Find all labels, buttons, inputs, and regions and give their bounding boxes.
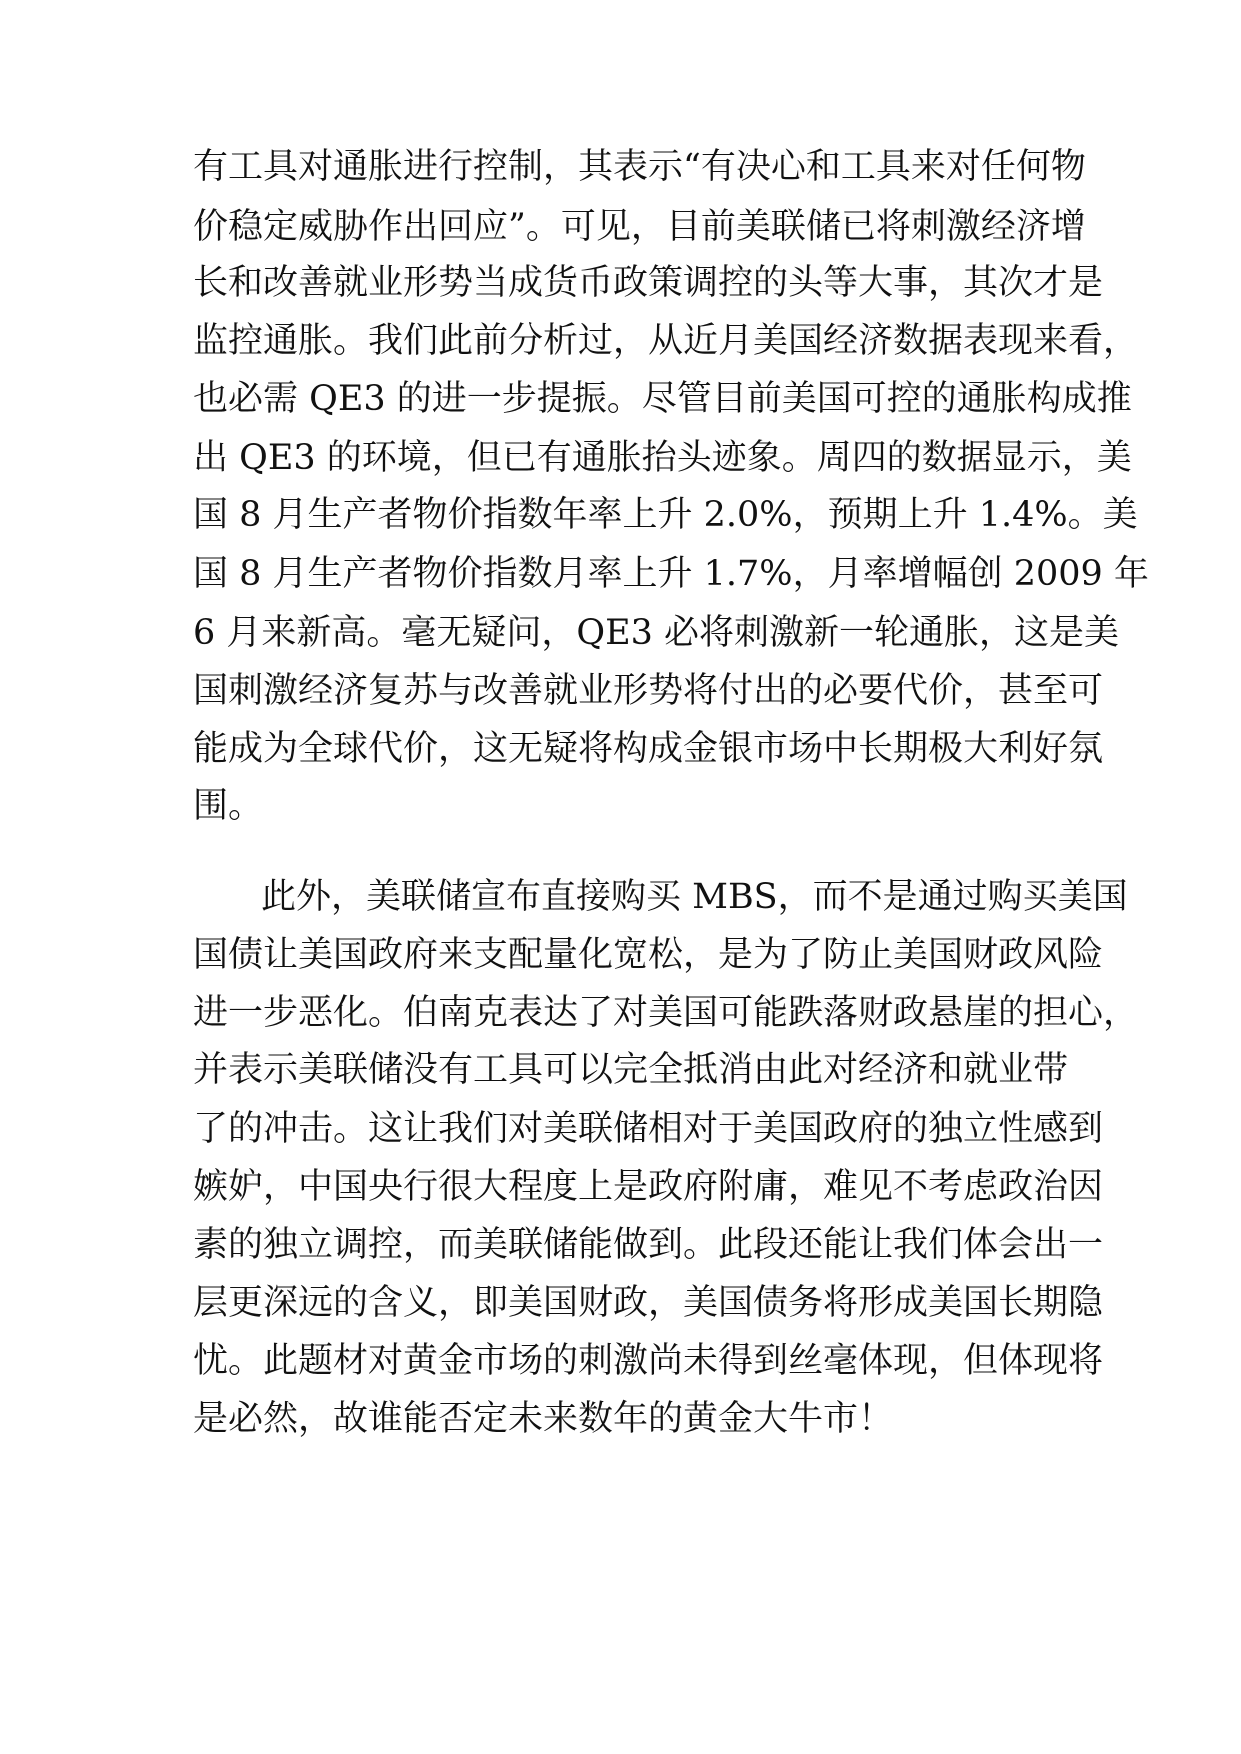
paragraph-line: 价稳定威胁作出回应”。可见，目前美联储已将刺激经济增	[193, 207, 1086, 247]
paragraph-line: 长和改善就业形势当成货币政策调控的头等大事，其次才是	[193, 263, 1104, 303]
paragraph-line: 素的独立调控，而美联储能做到。此段还能让我们体会出一	[193, 1225, 1104, 1265]
paragraph-line: 监控通胀。我们此前分析过，从近月美国经济数据表现来看，	[193, 321, 1139, 361]
paragraph-line: 了的冲击。这让我们对美联储相对于美国政府的独立性感到	[193, 1109, 1104, 1149]
paragraph-line: 国债让美国政府来支配量化宽松，是为了防止美国财政风险	[193, 935, 1104, 975]
paragraph-line: 嫉妒，中国央行很大程度上是政府附庸，难见不考虑政治因	[193, 1167, 1104, 1207]
paragraph-line: 层更深远的含义，即美国财政，美国债务将形成美国长期隐	[193, 1283, 1104, 1323]
paragraph-line: 此外，美联储宣布直接购买 MBS，而不是通过购买美国	[261, 877, 1128, 917]
paragraph-line: 国 8 月生产者物价指数月率上升 1.7%，月率增幅创 2009 年	[193, 554, 1149, 594]
paragraph-line: 国刺激经济复苏与改善就业形势将付出的必要代价，甚至可	[193, 671, 1104, 711]
paragraph-line: 围。	[193, 786, 264, 826]
paragraph-line: 是必然，故谁能否定未来数年的黄金大牛市！	[193, 1399, 894, 1439]
paragraph-line: 忧。此题材对黄金市场的刺激尚未得到丝毫体现，但体现将	[193, 1341, 1104, 1381]
paragraph-line: 并表示美联储没有工具可以完全抵消由此对经济和就业带	[193, 1050, 1069, 1090]
paragraph-line: 进一步恶化。伯南克表达了对美国可能跌落财政悬崖的担心，	[193, 993, 1139, 1033]
paragraph-line: 出 QE3 的环境，但已有通胀抬头迹象。周四的数据显示，美	[193, 438, 1132, 478]
paragraph-line: 6 月来新高。毫无疑问，QE3 必将刺激新一轮通胀，这是美	[193, 613, 1120, 653]
paragraph-line: 能成为全球代价，这无疑将构成金银市场中长期极大利好氛	[193, 729, 1104, 769]
paragraph-line: 也必需 QE3 的进一步提振。尽管目前美国可控的通胀构成推	[193, 379, 1132, 419]
paragraph-line: 有工具对通胀进行控制，其表示“有决心和工具来对任何物	[193, 147, 1086, 187]
paragraph-line: 国 8 月生产者物价指数年率上升 2.0%，预期上升 1.4%。美	[193, 495, 1138, 535]
